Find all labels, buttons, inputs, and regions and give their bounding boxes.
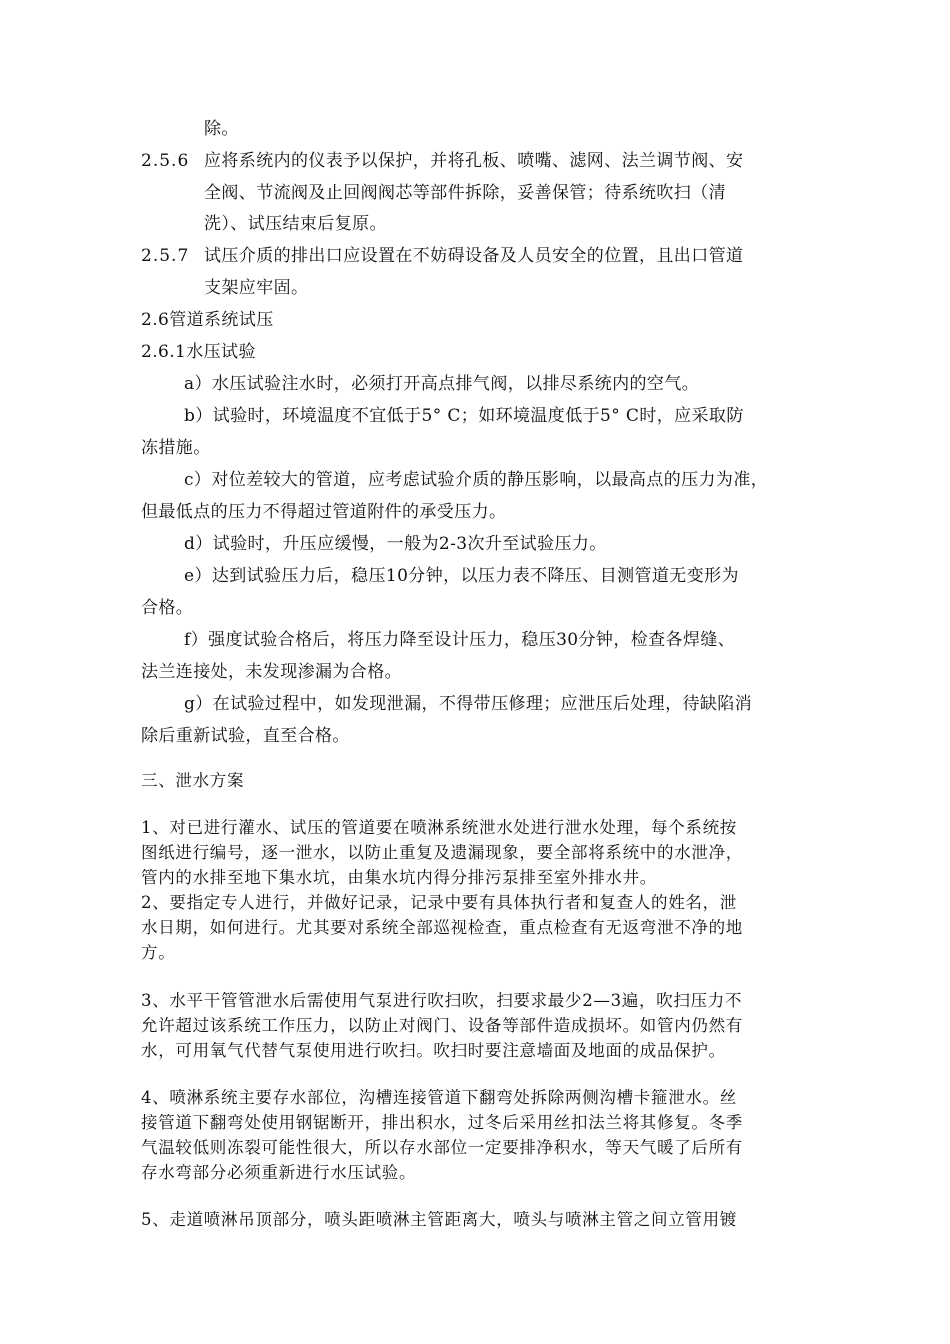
paragraph-line: d）试验时，升压应缓慢，一般为2-3次升至试验压力。: [184, 534, 607, 554]
paragraph-line: 5、走道喷淋吊顶部分，喷头距喷淋主管距离大，喷头与喷淋主管之间立管用镀: [141, 1210, 737, 1229]
subsection-heading: 2.6.1水压试验: [141, 342, 256, 362]
paragraph-line: 水日期，如何进行。尤其要对系统全部巡视检查，重点检查有无返弯泄不净的地: [141, 918, 743, 937]
paragraph-line: 允许超过该系统工作压力，以防止对阀门、设备等部件造成损坏。如管内仍然有: [141, 1016, 743, 1035]
paragraph-line: 冻措施。: [141, 438, 211, 458]
item-number: 2.5.7: [141, 246, 190, 266]
item-text-line: 应将系统内的仪表予以保护，并将孔板、喷嘴、滤网、法兰调节阀、安: [204, 151, 744, 171]
section-heading: 三、泄水方案: [141, 771, 245, 790]
item-text-line: 全阀、节流阀及止回阀阀芯等部件拆除，妥善保管；待系统吹扫（清: [204, 183, 726, 203]
item-number: 2.5.6: [141, 151, 190, 171]
paragraph-line: 管内的水排至地下集水坑，由集水坑内得分排污泵排至室外排水井。: [141, 868, 657, 887]
paragraph-line: 合格。: [141, 598, 194, 618]
paragraph-line: e）达到试验压力后，稳压10分钟，以压力表不降压、目测管道无变形为: [184, 566, 739, 586]
section-heading: 2.6管道系统试压: [141, 310, 274, 330]
paragraph-line: a）水压试验注水时，必须打开高点排气阀，以排尽系统内的空气。: [184, 374, 700, 394]
paragraph-line: 除后重新试验，直至合格。: [141, 726, 350, 746]
paragraph-line: 1、对已进行灌水、试压的管道要在喷淋系统泄水处进行泄水处理，每个系统按: [141, 818, 737, 837]
paragraph-line: 法兰连接处，未发现渗漏为合格。: [141, 662, 402, 682]
item-text-line: 洗）、试压结束后复原。: [204, 214, 387, 234]
paragraph-line: 水，可用氧气代替气泵使用进行吹扫。吹扫时要注意墙面及地面的成品保护。: [141, 1041, 726, 1060]
paragraph-line: 方。: [141, 943, 176, 962]
paragraph-line: 气温较低则冻裂可能性很大，所以存水部位一定要排净积水，等天气暖了后所有: [141, 1138, 743, 1157]
item-text-line: 支架应牢固。: [204, 278, 309, 298]
paragraph-line: 4、喷淋系统主要存水部位，沟槽连接管道下翻弯处拆除两侧沟槽卡箍泄水。丝: [141, 1088, 737, 1107]
item-text-line: 试压介质的排出口应设置在不妨碍设备及人员安全的位置，且出口管道: [204, 246, 744, 266]
paragraph-line: 3、水平干管管泄水后需使用气泵进行吹扫吹，扫要求最少2—3遍，吹扫压力不: [141, 991, 743, 1010]
paragraph-line: g）在试验过程中，如发现泄漏，不得带压修理；应泄压后处理，待缺陷消: [184, 694, 753, 714]
paragraph-line: 但最低点的压力不得超过管道附件的承受压力。: [141, 502, 507, 522]
paragraph-line: 接管道下翻弯处使用钢锯断开，排出积水，过冬后采用丝扣法兰将其修复。冬季: [141, 1113, 743, 1132]
continued-line: 除。: [204, 119, 239, 139]
paragraph-line: f）强度试验合格后，将压力降至设计压力，稳压30分钟，检查各焊缝、: [184, 630, 736, 650]
paragraph-line: 2、要指定专人进行，并做好记录，记录中要有具体执行者和复查人的姓名，泄: [141, 893, 737, 912]
paragraph-line: 图纸进行编号，逐一泄水，以防止重复及遗漏现象，要全部将系统中的水泄净，: [141, 843, 743, 862]
paragraph-line: c）对位差较大的管道，应考虑试验介质的静压影响，以最高点的压力为准，: [184, 470, 769, 490]
paragraph-line: b）试验时，环境温度不宜低于5° C；如环境温度低于5° C时，应采取防: [184, 406, 744, 426]
paragraph-line: 存水弯部分必须重新进行水压试验。: [141, 1163, 417, 1182]
